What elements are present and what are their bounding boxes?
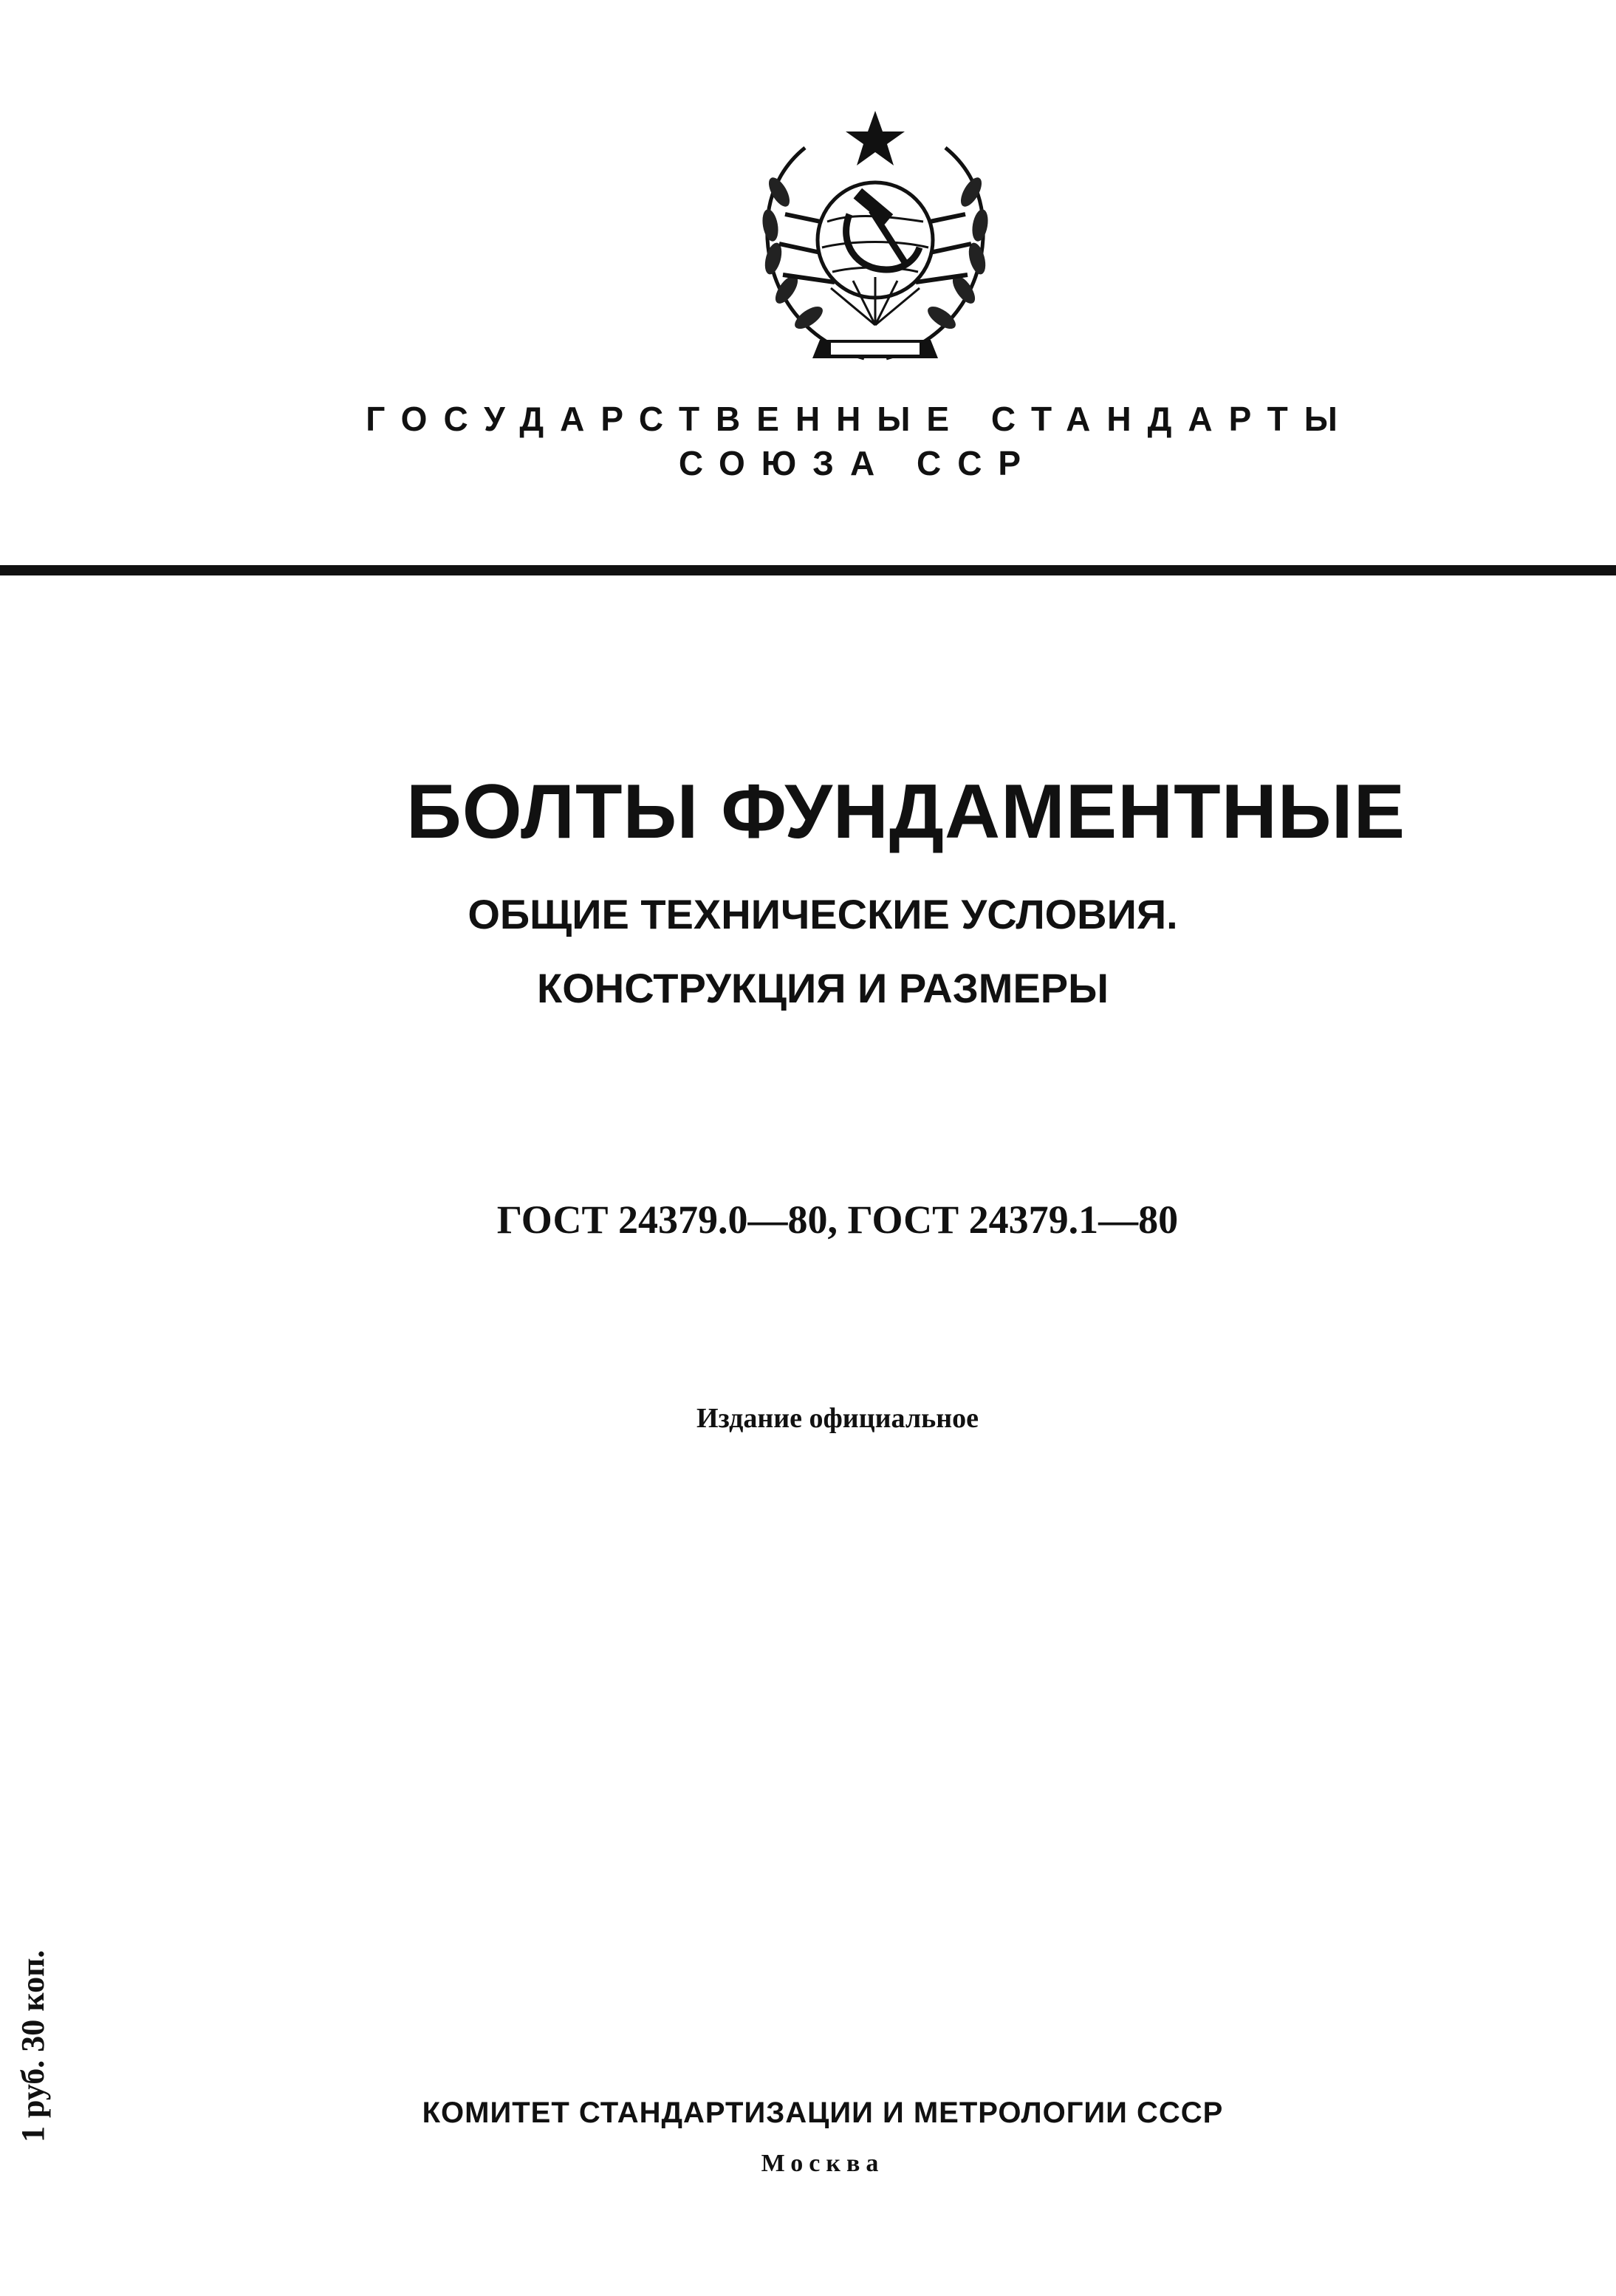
document-subtitle-line-2: КОНСТРУКЦИЯ И РАЗМЕРЫ xyxy=(537,965,1109,1011)
document-subtitle-line-1: ОБЩИЕ ТЕХНИЧЕСКИЕ УСЛОВИЯ. xyxy=(468,891,1178,937)
price-label: 1 руб. 30 коп. xyxy=(15,1950,51,2142)
publisher-committee: КОМИТЕТ СТАНДАРТИЗАЦИИ И МЕТРОЛОГИИ СССР xyxy=(422,2097,1224,2129)
series-subtitle: СОЮЗА ССР xyxy=(678,444,1038,482)
series-title: ГОСУДАРСТВЕННЫЕ СТАНДАРТЫ xyxy=(366,400,1354,438)
header-divider xyxy=(0,565,1616,575)
standard-designation: ГОСТ 24379.0—80, ГОСТ 24379.1—80 xyxy=(496,1197,1179,1242)
state-emblem-icon xyxy=(727,103,1023,384)
publisher-city: Москва xyxy=(761,2150,885,2177)
document-title: БОЛТЫ ФУНДАМЕНТНЫЕ xyxy=(406,769,1406,855)
edition-label: Издание официальное xyxy=(696,1403,979,1434)
